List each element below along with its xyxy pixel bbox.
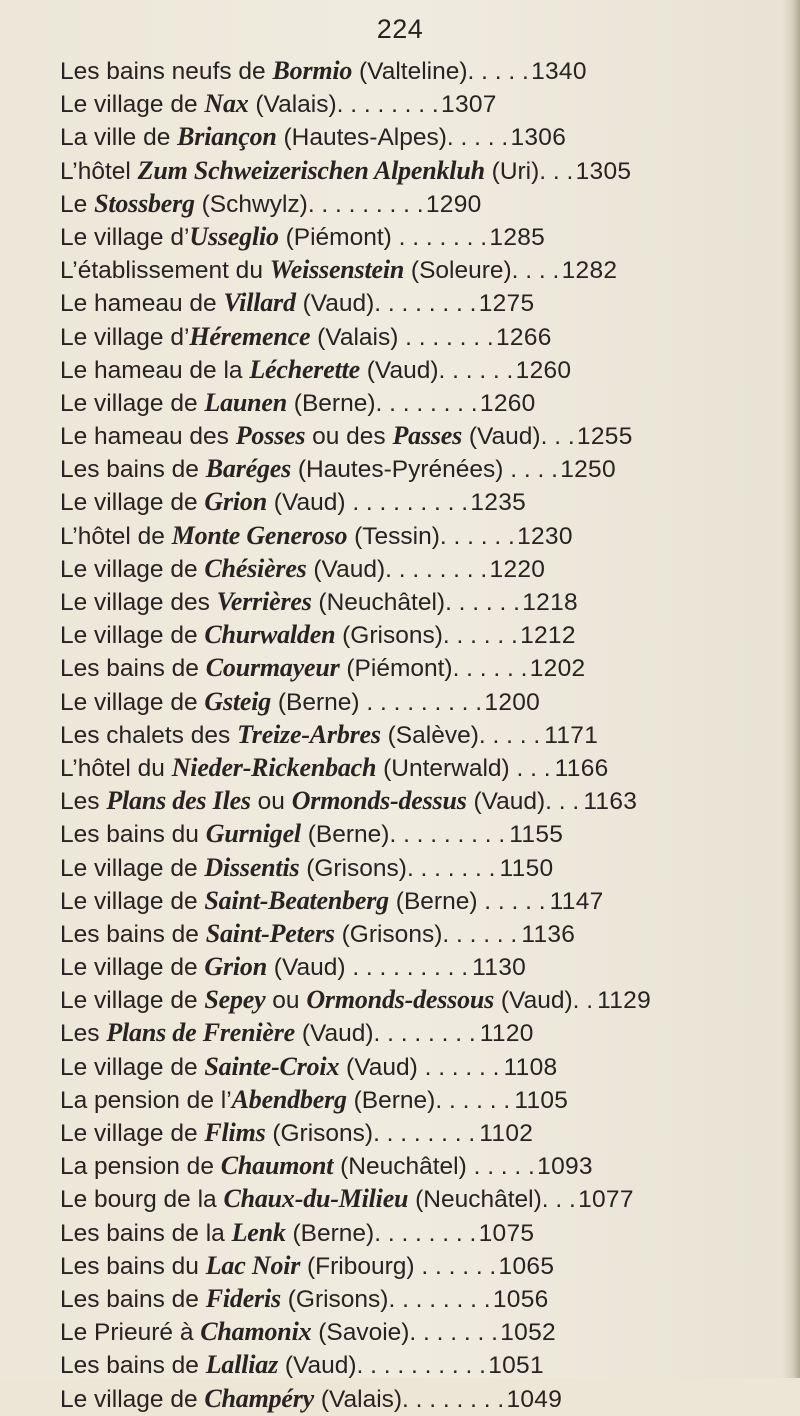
entry-label: [60, 817, 505, 851]
place-name: Champéry: [204, 1383, 315, 1413]
place-name: Gurnigel: [205, 819, 301, 849]
entry-text: (Grisons). . . . . .: [334, 920, 518, 948]
entry-text: (Piémont). . . . . .: [339, 655, 528, 683]
entry-text: ou des: [305, 423, 393, 451]
entry-text: (Berne) . . . . . . . . .: [271, 688, 483, 716]
entry-label: [60, 917, 517, 951]
list-item: [60, 1282, 772, 1315]
entry-label: [60, 685, 482, 719]
entry-text: (Vaud). .: [494, 987, 594, 1015]
entry-label: [60, 419, 575, 453]
altitude-value: 1065: [498, 1252, 555, 1280]
entry-text: Le village de: [60, 987, 205, 1015]
entry-text: (Neuchâtel). . .: [408, 1186, 576, 1214]
entry-label: [60, 1315, 498, 1349]
entry-text: Les bains de la: [60, 1219, 232, 1247]
entry-label: [60, 552, 487, 586]
entry-text: (Valais). . . . . . . .: [248, 91, 439, 119]
entry-label: [60, 950, 468, 984]
entry-label: [60, 851, 495, 885]
entry-text: (Berne) . . . . .: [388, 887, 546, 915]
entry-text: Les bains de: [60, 655, 206, 683]
altitude-value: 1155: [509, 821, 564, 849]
place-name: Treize-Arbres: [237, 719, 381, 749]
entry-label: [60, 1249, 496, 1283]
entry-text: (Berne). . . . . . . .: [287, 389, 478, 417]
list-item: [60, 1116, 772, 1149]
altitude-value: 1129: [597, 987, 652, 1015]
place-name: Plans des Iles: [106, 786, 251, 816]
place-name: Ormonds-dessous: [306, 985, 495, 1015]
altitude-value: 1282: [561, 257, 618, 285]
place-name: Briançon: [177, 122, 277, 152]
altitude-list: [60, 54, 772, 1415]
entry-label: [60, 87, 439, 121]
page-edge-shadow: [782, 0, 800, 1378]
list-item: [60, 353, 772, 386]
list-item: [60, 1149, 772, 1182]
list-item: [60, 120, 772, 153]
altitude-value: 1049: [506, 1385, 563, 1413]
entry-text: Le village de: [60, 854, 205, 882]
entry-text: (Vaud) . . . . . . . . .: [266, 489, 469, 517]
entry-text: (Fribourg) . . . . . .: [300, 1252, 497, 1280]
entry-text: Le village de: [60, 389, 205, 417]
place-name: Saint-Beatenberg: [204, 885, 389, 915]
place-name: Verrières: [216, 587, 312, 616]
place-name: Courmayeur: [205, 653, 340, 683]
altitude-value: 1120: [479, 1020, 534, 1048]
entry-text: Les bains du: [60, 821, 206, 849]
altitude-value: 1255: [576, 423, 633, 451]
altitude-value: 1307: [441, 91, 497, 119]
entry-label: [60, 1216, 476, 1250]
entry-text: Les bains du: [60, 1252, 206, 1280]
place-name: Grion: [204, 487, 267, 517]
entry-text: (Vaud). . . . . .: [359, 356, 514, 384]
list-item: [60, 419, 772, 452]
entry-label: [60, 353, 513, 387]
place-name: Ormonds-dessus: [291, 786, 467, 816]
list-item: [60, 917, 772, 950]
altitude-value: 1305: [575, 157, 632, 185]
place-name: Villard: [223, 288, 296, 318]
list-item: [60, 618, 772, 651]
place-name: Baréges: [205, 454, 292, 484]
altitude-value: 1340: [531, 58, 587, 85]
entry-text: (Valteline). . . . .: [352, 58, 529, 85]
entry-label: [60, 585, 520, 619]
entry-text: (Hautes-Alpes). . . . .: [276, 124, 509, 152]
list-item: [60, 884, 772, 917]
entry-label: [60, 452, 558, 486]
entry-text: La pension de l’: [60, 1086, 232, 1114]
entry-label: [60, 1382, 504, 1416]
place-name: Zum Schweizerischen Alpenkluh: [137, 155, 485, 185]
entry-text: (Grisons). . . . . . .: [299, 854, 496, 882]
list-item: [60, 87, 772, 120]
entry-text: La ville de: [60, 124, 178, 152]
entry-label: [60, 1348, 486, 1382]
altitude-value: 1306: [510, 124, 567, 152]
entry-label: [60, 618, 518, 652]
list-item: [60, 552, 772, 585]
place-name: Monte Generoso: [171, 520, 348, 550]
entry-label: [60, 1016, 476, 1050]
entry-text: (Tessin). . . . . .: [347, 522, 515, 550]
entry-text: ou: [250, 788, 292, 816]
altitude-value: 1130: [472, 954, 527, 982]
altitude-value: 1275: [478, 290, 535, 318]
entry-label: [60, 154, 573, 188]
place-name: Nieder-Rickenbach: [171, 752, 377, 782]
entry-text: (Berne). . . . . .: [346, 1086, 511, 1114]
place-name: Abendberg: [231, 1084, 347, 1114]
place-name: Usseglio: [189, 221, 279, 251]
list-item: [60, 651, 772, 684]
entry-text: Le village de: [60, 1385, 205, 1413]
place-name: Plans de Frenière: [106, 1018, 296, 1048]
entry-text: Les bains de: [60, 1352, 206, 1380]
entry-text: Le village de: [60, 489, 205, 517]
entry-label: [60, 220, 487, 254]
entry-text: Le bourg de la: [60, 1186, 224, 1214]
altitude-value: 1150: [499, 854, 554, 882]
entry-text: L’hôtel: [60, 157, 138, 185]
entry-text: Les bains de: [60, 456, 206, 484]
place-name: Stossberg: [94, 188, 195, 218]
entry-text: (Salève). . . . .: [380, 721, 541, 749]
entry-text: (Savoie). . . . . . .: [311, 1319, 498, 1347]
altitude-value: 1163: [583, 788, 638, 816]
place-name: Chaumont: [220, 1151, 334, 1181]
entry-label: [60, 1182, 576, 1216]
place-name: Héremence: [189, 321, 311, 351]
list-item: [60, 1016, 772, 1049]
altitude-value: 1136: [521, 920, 576, 948]
place-name: Churwalden: [204, 620, 336, 650]
entry-text: Le village de: [60, 954, 205, 982]
page-number: 224: [376, 14, 424, 44]
place-name: Lalliaz: [205, 1350, 279, 1380]
altitude-value: 1102: [479, 1120, 534, 1147]
entry-text: Les: [60, 1020, 107, 1048]
place-name: Dissentis: [204, 852, 300, 882]
entry-text: (Valais) . . . . . . .: [310, 323, 494, 351]
entry-text: Les chalets des: [60, 721, 238, 749]
altitude-value: 1290: [425, 190, 482, 218]
entry-text: (Schwylz). . . . . . . . .: [194, 190, 424, 218]
altitude-value: 1202: [529, 655, 586, 683]
list-item: [60, 983, 772, 1016]
entry-label: [60, 751, 551, 785]
list-item: [60, 1249, 772, 1282]
entry-label: [60, 386, 478, 420]
entry-label: [60, 320, 494, 354]
list-item: [60, 685, 772, 718]
entry-text: (Vaud). . .: [462, 423, 575, 451]
list-item: [60, 220, 772, 253]
entry-text: Le village d’: [60, 223, 190, 251]
list-item: [60, 286, 772, 319]
entry-text: Le village des: [60, 589, 217, 616]
list-item: [60, 784, 772, 817]
altitude-value: 1166: [554, 754, 609, 782]
entry-text: Le hameau de la: [60, 356, 250, 384]
altitude-value: 1250: [560, 456, 616, 484]
place-name: Sepey: [204, 985, 266, 1015]
place-name: Nax: [204, 89, 249, 119]
altitude-value: 1220: [489, 555, 546, 583]
place-name: Chamonix: [200, 1317, 312, 1347]
entry-text: (Vaud). . . . . . . .: [295, 1020, 476, 1048]
place-name: Lenk: [231, 1217, 286, 1247]
entry-text: (Berne). . . . . . . .: [285, 1219, 477, 1247]
entry-text: (Neuchâtel). . . . . .: [311, 589, 520, 616]
list-item: [60, 1182, 772, 1215]
list-item: [60, 452, 772, 485]
entry-text: (Berne). . . . . . . . .: [300, 821, 506, 849]
entry-text: (Vaud). . .: [466, 788, 580, 816]
list-item: [60, 1348, 772, 1381]
altitude-value: 1105: [514, 1086, 569, 1114]
altitude-value: 1051: [488, 1352, 544, 1380]
entry-text: (Vaud). . . . . . . .: [295, 290, 477, 318]
entry-label: [60, 286, 476, 320]
entry-label: [60, 1083, 510, 1117]
entry-text: (Vaud) . . . . . . . . .: [266, 954, 469, 982]
altitude-value: 1108: [503, 1053, 558, 1081]
place-name: Saint-Peters: [205, 918, 335, 948]
altitude-value: 1266: [495, 323, 552, 351]
place-name: Grion: [204, 952, 267, 982]
altitude-value: 1218: [522, 589, 578, 616]
altitude-value: 1285: [489, 223, 546, 251]
entry-label: [60, 884, 546, 918]
altitude-value: 1093: [537, 1153, 593, 1181]
entry-text: L’hôtel du: [60, 754, 172, 782]
list-item: [60, 519, 772, 552]
entry-label: [60, 651, 527, 685]
list-item: [60, 1216, 772, 1249]
place-name: Passes: [392, 421, 463, 451]
altitude-value: 1052: [500, 1319, 556, 1347]
place-name: Gsteig: [204, 686, 272, 716]
list-item: [60, 950, 772, 983]
entry-text: (Grisons). . . . . .: [335, 622, 518, 650]
entry-label: [60, 1282, 491, 1316]
entry-text: (Valais). . . . . . . .: [314, 1385, 505, 1413]
entry-text: Les bains de: [60, 920, 206, 948]
entry-label: [60, 485, 468, 519]
place-name: Flims: [204, 1118, 266, 1147]
altitude-value: 1260: [479, 389, 536, 417]
altitude-value: 1077: [578, 1186, 634, 1214]
list-item: [60, 817, 772, 850]
list-item: [60, 1050, 772, 1083]
entry-text: Le village de: [60, 887, 205, 915]
entry-text: (Grisons). . . . . . . .: [280, 1285, 491, 1313]
place-name: Sainte-Croix: [204, 1051, 340, 1081]
place-name: Chaux-du-Milieu: [223, 1184, 409, 1214]
altitude-value: 1260: [515, 356, 572, 384]
entry-label: [60, 983, 593, 1017]
list-item: [60, 1315, 772, 1348]
entry-text: (Soleure). . . .: [404, 257, 560, 285]
entry-text: Le village d’: [60, 323, 190, 351]
altitude-value: 1075: [478, 1219, 535, 1247]
entry-text: Les bains de: [60, 1285, 206, 1313]
entry-label: [60, 519, 515, 553]
entry-text: (Uri). . .: [484, 157, 574, 185]
place-name: Bormio: [272, 56, 353, 85]
entry-text: Les: [60, 788, 107, 816]
entry-text: ou: [265, 987, 307, 1015]
entry-text: (Hautes-Pyrénées) . . . .: [291, 456, 558, 484]
entry-text: Le village de: [60, 622, 205, 650]
entry-text: Le Prieuré à: [60, 1319, 201, 1347]
entry-text: (Piémont) . . . . . . .: [278, 223, 488, 251]
entry-text: (Unterwald) . . .: [376, 754, 551, 782]
entry-text: Le hameau des: [60, 423, 236, 451]
place-name: Weissenstein: [269, 255, 405, 285]
entry-text: (Vaud). . . . . . . . . .: [278, 1352, 486, 1380]
entry-label: [60, 784, 579, 818]
entry-text: Le village de: [60, 1053, 205, 1081]
entry-text: L’hôtel de: [60, 522, 172, 550]
entry-text: (Grisons). . . . . . . .: [265, 1120, 476, 1147]
altitude-value: 1171: [544, 721, 599, 749]
entry-text: Le village de: [60, 555, 205, 583]
place-name: Fideris: [205, 1283, 281, 1313]
list-item: [60, 585, 772, 618]
entry-label: [60, 1149, 535, 1183]
entry-text: Le village de: [60, 688, 205, 716]
entry-label: [60, 54, 529, 88]
entry-text: Les bains neufs de: [60, 58, 273, 85]
list-item: [60, 485, 772, 518]
place-name: Lac Noir: [205, 1250, 301, 1280]
list-item: [60, 386, 772, 419]
altitude-value: 1200: [484, 688, 541, 716]
list-item: [60, 320, 772, 353]
entry-text: Le hameau de: [60, 290, 224, 318]
entry-label: [60, 187, 424, 221]
entry-label: [60, 120, 508, 154]
entry-text: (Vaud). . . . . . . .: [306, 555, 488, 583]
place-name: Posses: [235, 421, 306, 451]
entry-label: [60, 253, 559, 287]
entry-text: La pension de: [60, 1153, 221, 1181]
entry-text: L’établissement du: [60, 257, 270, 285]
list-item: [60, 154, 772, 187]
list-item: [60, 54, 772, 87]
altitude-value: 1147: [549, 887, 604, 915]
altitude-value: 1235: [470, 489, 527, 517]
entry-label: [60, 1050, 499, 1084]
place-name: Launen: [204, 387, 287, 417]
list-item: [60, 851, 772, 884]
altitude-value: 1212: [520, 622, 576, 650]
entry-text: Le village de: [60, 91, 205, 119]
place-name: Lécherette: [249, 354, 360, 384]
entry-text: Le village de: [60, 1120, 205, 1147]
entry-label: [60, 718, 540, 752]
entry-text: (Vaud) . . . . . .: [339, 1053, 500, 1081]
list-item: [60, 187, 772, 220]
altitude-value: 1056: [492, 1285, 549, 1313]
list-item: [60, 1382, 772, 1415]
list-item: [60, 751, 772, 784]
list-item: [60, 718, 772, 751]
list-item: [60, 1083, 772, 1116]
altitude-value: 1230: [517, 522, 573, 550]
place-name: Chésières: [204, 553, 307, 583]
entry-label: [60, 1116, 475, 1150]
list-item: [60, 253, 772, 286]
entry-text: Le: [60, 190, 95, 218]
entry-text: (Neuchâtel) . . . . .: [333, 1153, 535, 1181]
